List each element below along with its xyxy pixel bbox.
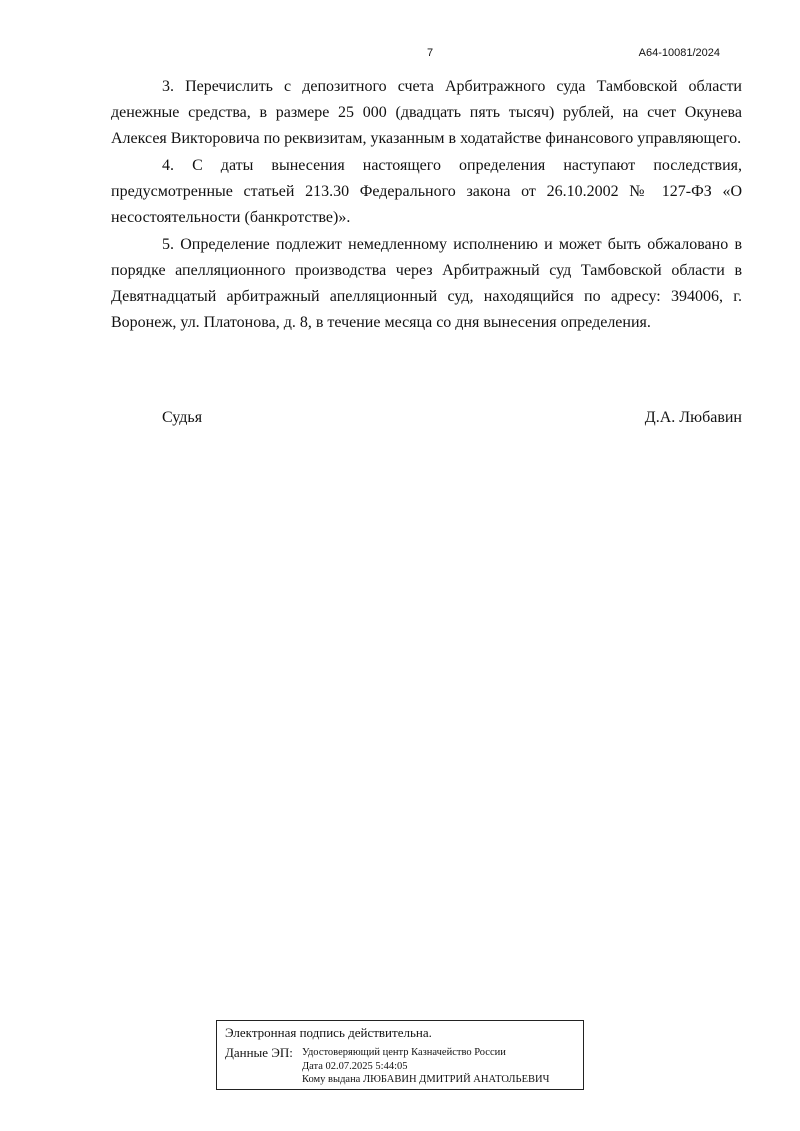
stamp-issuer: Удостоверяющий центр Казначейство России — [302, 1047, 506, 1058]
stamp-details — [302, 1046, 549, 1087]
stamp-date: Дата 02.07.2025 5:44:05 — [302, 1060, 408, 1072]
signature-row — [162, 409, 742, 431]
stamp-data-label: Данные ЭП: — [225, 1045, 293, 1060]
page-number: 7 — [426, 47, 434, 59]
paragraph-5: 5. Определение подлежит немедленному исполнению и может быть обжаловано в порядке апелляционного производства через Арбитражный суд Тамбовской области в Девятнадцатый арбитражный апелляционный суд, находящийся по адресу: 394006, г. Воронеж, ул. Платонова, д. 8, в течение месяца со дня вынесения определения. — [111, 236, 742, 331]
stamp-title: Электронная подпись действительна. — [225, 1025, 432, 1040]
judge-name: Д.А. Любавин — [644, 409, 742, 426]
stamp-issued-to: Кому выдана ЛЮБАВИН ДМИТРИЙ АНАТОЛЬЕВИЧ — [302, 1074, 550, 1085]
paragraph-3: 3. Перечислить с депозитного счета Арбитражного суда Тамбовской области денежные средства, в размере 25 000 (двадцать пять тысяч) рублей, на счет Окунева Алексея Викторовича по реквизитам, указанным в ходатайстве финансового управляющего. — [111, 78, 742, 147]
document-body — [111, 74, 742, 337]
electronic-signature-stamp — [216, 1020, 584, 1090]
case-number: А64-10081/2024 — [638, 47, 720, 59]
paragraph-4: 4. С даты вынесения настоящего определения наступают последствия, предусмотренные статьей 213.30 Федерального закона от 26.10.2002 № 127-ФЗ «О несостоятельности (банкротстве)». — [111, 157, 742, 226]
signature-label: Судья — [162, 409, 203, 426]
